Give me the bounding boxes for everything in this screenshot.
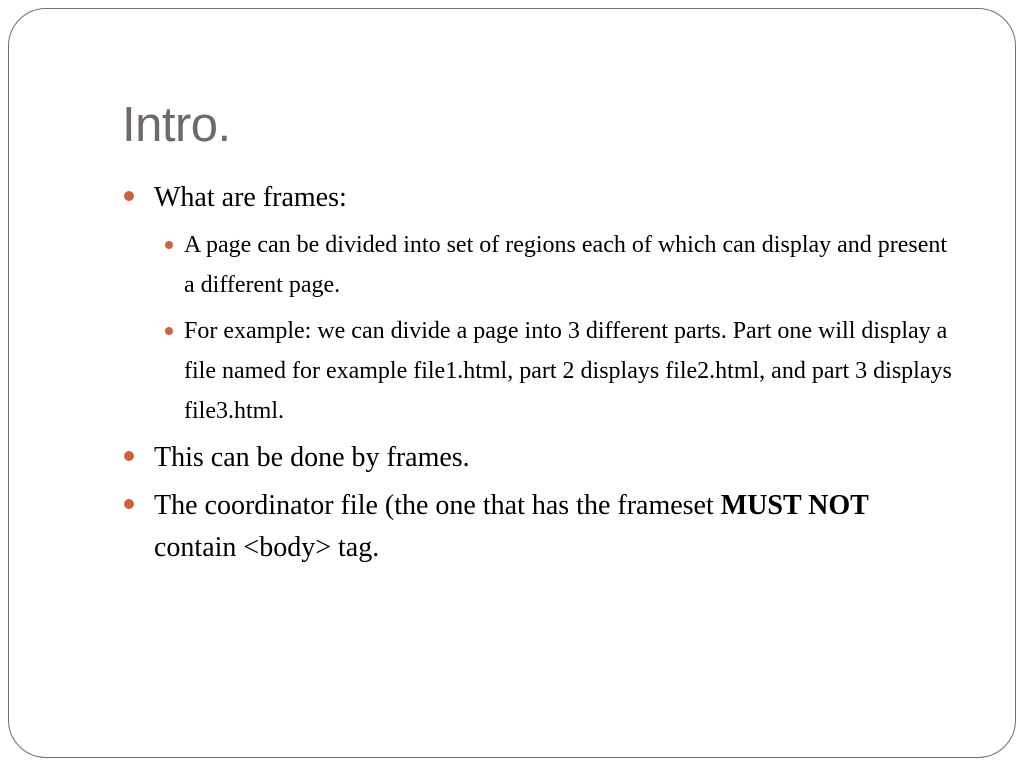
sub-bullet-dot-icon xyxy=(165,241,173,249)
bullet-text: This can be done by frames. xyxy=(154,442,470,473)
bold-emphasis: MUST NOT xyxy=(720,490,869,521)
sub-bullet-list xyxy=(154,225,952,431)
bullet-list xyxy=(122,177,952,569)
sub-bullet-text: For example: we can divide a page into 3 different parts. Part one will display a file named for example file1.html, part 2 displays file2.html, and part 3 displays file3.html. xyxy=(184,318,952,424)
bullet-text-after: contain <body> tag. xyxy=(154,532,380,563)
sub-bullet-item xyxy=(154,311,952,431)
bullet-text: What are frames: xyxy=(154,182,347,213)
bullet-dot-icon xyxy=(124,499,134,509)
bullet-text-before: The coordinator file (the one that has the frameset xyxy=(154,490,721,521)
bullet-item xyxy=(122,177,952,431)
slide-title: Intro. xyxy=(122,98,231,152)
bullet-item xyxy=(122,437,952,479)
slide-content xyxy=(122,177,952,575)
bullet-dot-icon xyxy=(124,191,134,201)
sub-bullet-item xyxy=(154,225,952,305)
bullet-item xyxy=(122,485,952,569)
bullet-dot-icon xyxy=(124,451,134,461)
slide xyxy=(8,8,1016,758)
sub-bullet-dot-icon xyxy=(165,327,173,335)
sub-bullet-text: A page can be divided into set of regions each of which can display and present a different page. xyxy=(184,232,948,298)
bullet-text xyxy=(154,490,869,563)
